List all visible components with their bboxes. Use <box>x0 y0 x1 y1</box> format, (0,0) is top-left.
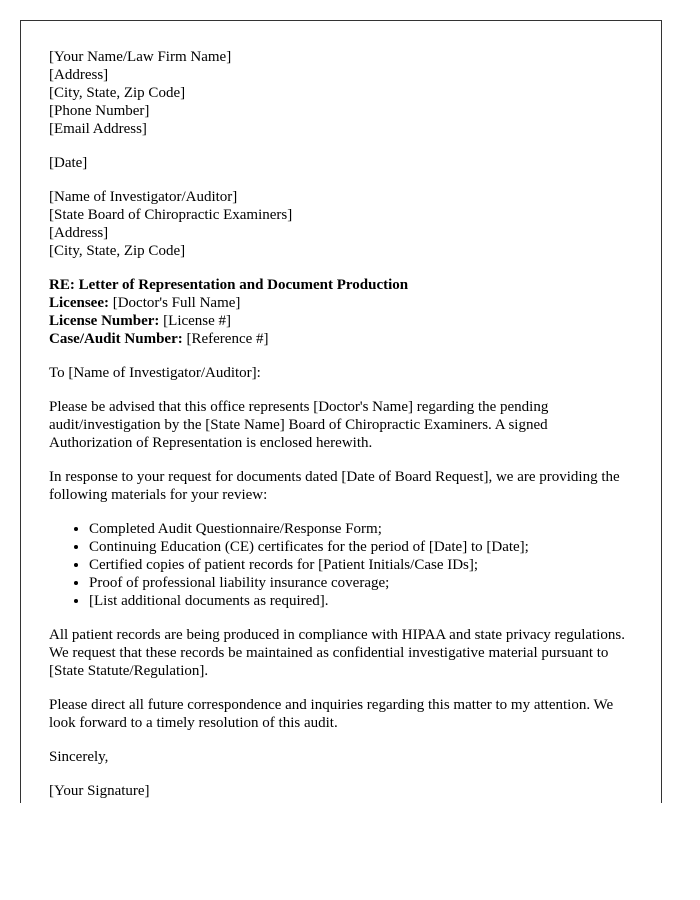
sender-email: [Email Address] <box>49 121 147 137</box>
list-item: • Certified copies of patient records for [Patient Initials/Case IDs]; <box>89 556 632 574</box>
body-paragraph: In response to your request for documents dated [Date of Board Request], we are providing the following materials for your review: <box>49 469 620 503</box>
letter-date: [Date] <box>49 155 88 171</box>
list-item: • [List additional documents as required]. <box>89 592 632 610</box>
signature: [Your Signature] <box>49 783 150 799</box>
document-list <box>49 520 632 610</box>
sender-phone: [Phone Number] <box>49 103 150 119</box>
list-item: • Completed Audit Questionnaire/Response Form; <box>89 520 632 538</box>
list-item: • Continuing Education (CE) certificates for the period of [Date] to [Date]; <box>89 538 632 556</box>
license-value: [License #] <box>159 313 232 329</box>
sender-name: [Your Name/Law Firm Name] <box>49 49 232 65</box>
body-paragraph: Please be advised that this office represents [Doctor's Name] regarding the pending audit/investigation by the [State Name] Board of Chiropractic Examiners. A signed Authorization of Representation is enclosed herewith. <box>49 399 549 451</box>
recipient-address: [Address] <box>49 225 109 241</box>
letter-page <box>20 20 662 803</box>
licensee-value: [Doctor's Full Name] <box>108 295 241 311</box>
case-label: Case/Audit Number: <box>49 331 183 347</box>
sender-block <box>49 48 632 138</box>
sender-address: [Address] <box>49 67 109 83</box>
recipient-board: [State Board of Chiropractic Examiners] <box>49 207 293 223</box>
recipient-block <box>49 188 632 260</box>
sender-city: [City, State, Zip Code] <box>49 85 186 101</box>
license-label: License Number: <box>49 313 160 329</box>
body-paragraph: Please direct all future correspondence and inquiries regarding this matter to my attention. We look forward to a timely resolution of this audit. <box>49 697 614 731</box>
re-subject: RE: Letter of Representation and Document Production <box>49 277 409 293</box>
salutation: To [Name of Investigator/Auditor]: <box>49 365 261 381</box>
recipient-name: [Name of Investigator/Auditor] <box>49 189 238 205</box>
re-block <box>49 276 632 348</box>
recipient-city: [City, State, Zip Code] <box>49 243 186 259</box>
body-paragraph: All patient records are being produced in compliance with HIPAA and state privacy regulations. We request that these records be maintained as confidential investigative material pursuant to [State Statute/Regulation]. <box>49 627 625 679</box>
closing: Sincerely, <box>49 749 109 765</box>
licensee-label: Licensee: <box>49 295 109 311</box>
list-item: • Proof of professional liability insurance coverage; <box>89 574 632 592</box>
case-value: [Reference #] <box>182 331 269 347</box>
